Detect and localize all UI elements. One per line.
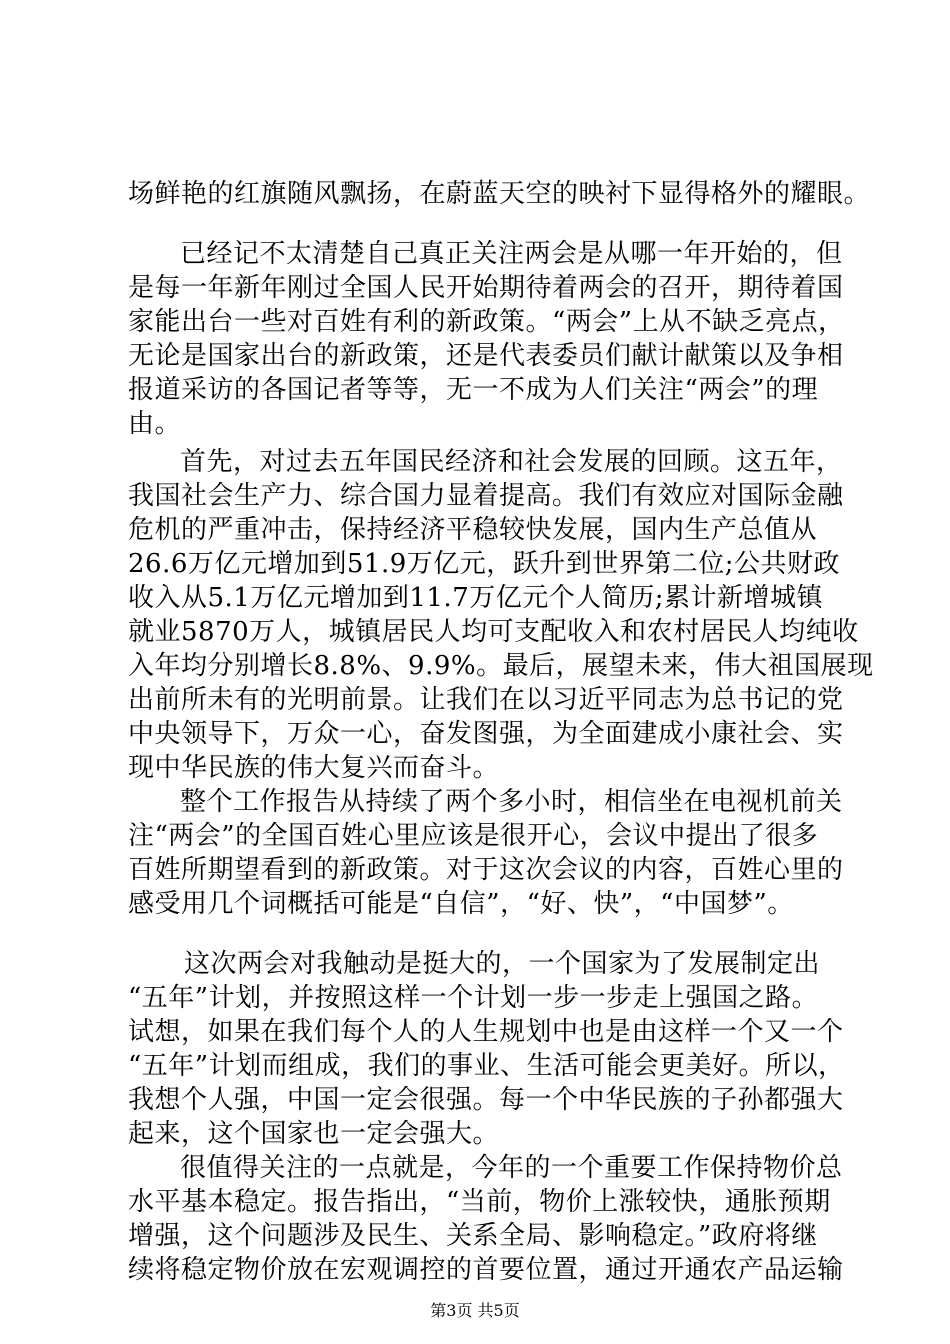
text-line: 入年均分别增长8.8%、9.9%。最后，展望未来，伟大祖国展现: [128, 651, 874, 681]
text-line: “五年”计划而组成，我们的事业、生活可能会更美好。所以，: [128, 1051, 845, 1081]
text-line: 收入从5.1万亿元增加到11.7万亿元个人简历;累计新增城镇: [128, 583, 823, 613]
text-line: 就业5870万人，城镇居民人均可支配收入和农村居民人均纯收: [128, 617, 859, 647]
text-line: 由。: [128, 409, 182, 439]
text-line: 试想，如果在我们每个人的人生规划中也是由这样一个又一个: [128, 1017, 844, 1047]
text-line: 这次两会对我触动是挺大的，一个国家为了发展制定出: [184, 949, 821, 979]
text-line: 很值得关注的一点就是，今年的一个重要工作保持物价总: [180, 1153, 843, 1183]
text-line: “五年”计划，并按照这样一个计划一步一步走上强国之路。: [128, 983, 819, 1013]
text-line: 续将稳定物价放在宏观调控的首要位置，通过开通农产品运输: [128, 1255, 844, 1285]
text-line: 出前所未有的光明前景。让我们在以习近平同志为总书记的党: [128, 685, 844, 715]
text-line: 家能出台一些对百姓有利的新政策。“两会”上从不缺乏亮点，: [128, 307, 845, 337]
text-line: 整个工作报告从持续了两个多小时，相信坐在电视机前关: [180, 787, 843, 817]
text-line: 报道采访的各国记者等等，无一不成为人们关注“两会”的理: [128, 375, 819, 405]
text-line: 中央领导下，万众一心，奋发图强，为全面建成小康社会、实: [128, 719, 844, 749]
text-line: 首先，对过去五年国民经济和社会发展的回顾。这五年，: [180, 447, 843, 477]
text-line: 场鲜艳的红旗随风飘扬，在蔚蓝天空的映衬下显得格外的耀眼。: [128, 179, 871, 209]
text-line: 注“两会”的全国百姓心里应该是很开心，会议中提出了很多: [128, 821, 819, 851]
text-line: 26.6万亿元增加到51.9万亿元，跃升到世界第二位;公共财政: [128, 549, 841, 579]
text-line: 起来，这个国家也一定会强大。: [128, 1119, 500, 1149]
text-line: 无论是国家出台的新政策，还是代表委员们献计献策以及争相: [128, 341, 844, 371]
text-line: 危机的严重冲击，保持经济平稳较快发展，国内生产总值从: [128, 515, 818, 545]
text-line: 是每一年新年刚过全国人民开始期待着两会的召开，期待着国: [128, 273, 844, 303]
text-line: 现中华民族的伟大复兴而奋斗。: [128, 753, 500, 783]
page-footer: 第3页 共5页: [430, 1301, 520, 1320]
text-line: 我国社会生产力、综合国力显着提高。我们有效应对国际金融: [128, 481, 844, 511]
text-line: 感受用几个词概括可能是“自信”，“好、快”，“中国梦”。: [128, 889, 794, 919]
text-line: 水平基本稳定。报告指出，“当前，物价上涨较快，通胀预期: [128, 1187, 831, 1217]
text-line: 百姓所期望看到的新政策。对于这次会议的内容，百姓心里的: [128, 855, 844, 885]
text-line: 我想个人强，中国一定会很强。每一个中华民族的子孙都强大: [128, 1085, 844, 1115]
text-line: 增强，这个问题涉及民生、关系全局、影响稳定。”政府将继: [128, 1221, 818, 1251]
text-line: 已经记不太清楚自己真正关注两会是从哪一年开始的，但: [180, 239, 843, 269]
